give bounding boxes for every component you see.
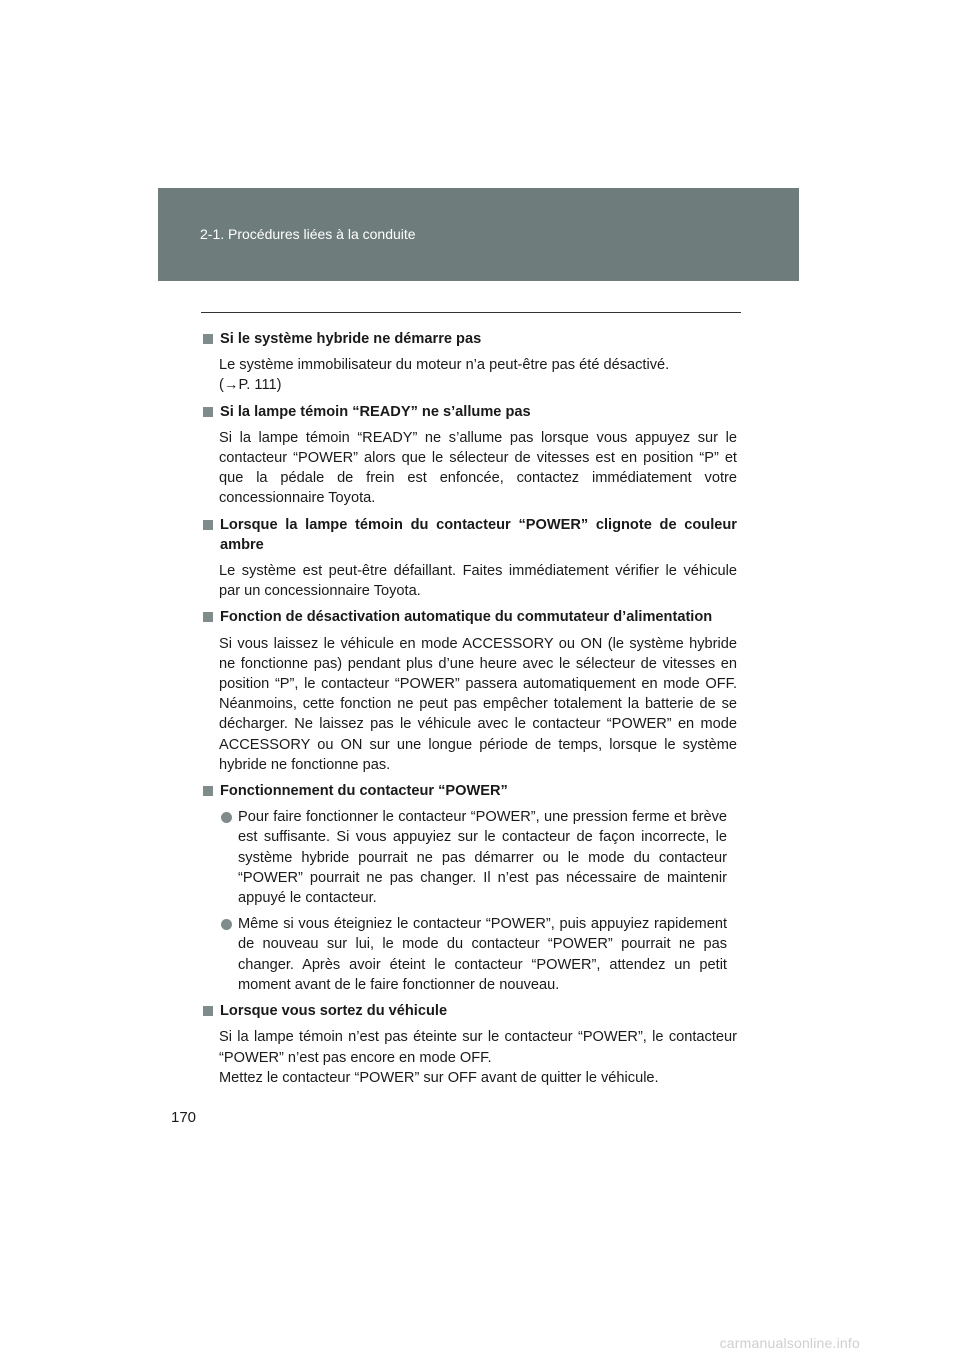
section-title: 2-1. Procédures liées à la conduite <box>200 226 416 242</box>
square-bullet-icon <box>203 786 213 796</box>
section-paragraph: Le système immobilisateur du moteur n’a peut-être pas été désactivé. (→P. 111) <box>219 357 670 394</box>
list-item: Pour faire fonctionner le contacteur “POWER”, une pression ferme et brève est suffisante. Si vous appuyiez sur le contacteur de façon incorrecte, le système hybride pourrait ne pas démarrer ou le mode du contacteur “POWER” pourrait ne pas changer. Il n’est pas nécessaire de maintenir appuyé le contacteur. <box>203 807 737 908</box>
circle-bullet-icon <box>221 919 232 930</box>
square-bullet-icon <box>203 407 213 417</box>
section-heading: Si la lampe témoin “READY” ne s’allume pas <box>203 402 737 422</box>
header-band <box>158 188 799 281</box>
list-item: Même si vous éteigniez le contacteur “POWER”, puis appuyiez rapidement de nouveau sur lui, le mode du contacteur “POWER” pourrait ne pas changer. Après avoir éteint le contacteur “POWER”, attendez un petit moment avant de le faire fonctionner de nouveau. <box>203 914 737 995</box>
section-paragraph: Si la lampe témoin “READY” ne s’allume pas lorsque vous appuyez sur le contacteur “POWER” alors que le sélecteur de vitesses est en position “P” et que la pédale de frein est enfoncée, contactez immédiatement votre concessionnaire Toyota. <box>219 429 737 507</box>
section-heading: Lorsque vous sortez du véhicule <box>203 1001 737 1021</box>
section-heading: Fonction de désactivation automatique du commutateur d’alimentation <box>203 607 737 627</box>
square-bullet-icon <box>203 334 213 344</box>
circle-bullet-icon <box>221 812 232 823</box>
watermark: carmanualsonline.info <box>719 1335 860 1351</box>
section-amber-lamp <box>203 515 737 602</box>
section-paragraph: Si la lampe témoin n’est pas éteinte sur le contacteur “POWER”, le contacteur “POWER” n’est pas encore en mode OFF. Mettez le contacteur “POWER” sur OFF avant de quitter le véhicule. <box>219 1029 737 1086</box>
section-power-operation <box>203 781 737 995</box>
square-bullet-icon <box>203 520 213 530</box>
section-paragraph: Le système est peut-être défaillant. Faites immédiatement vérifier le véhicule par un concessionnaire Toyota. <box>219 563 737 600</box>
page-number: 170 <box>171 1109 197 1126</box>
section-auto-off <box>203 607 737 775</box>
section-heading: Lorsque la lampe témoin du contacteur “POWER” clignote de couleur ambre <box>203 515 737 555</box>
section-heading: Fonctionnement du contacteur “POWER” <box>203 781 737 801</box>
section-heading: Si le système hybride ne démarre pas <box>203 329 737 349</box>
square-bullet-icon <box>203 1006 213 1016</box>
section-leaving-vehicle <box>203 1001 737 1088</box>
content-body <box>203 329 737 1094</box>
section-hybrid-start <box>203 329 737 396</box>
divider <box>201 312 741 313</box>
square-bullet-icon <box>203 612 213 622</box>
section-paragraph: Si vous laissez le véhicule en mode ACCESSORY ou ON (le système hybride ne fonctionne pas) pendant plus d’une heure avec le sélecteur de vitesses en position “P”, le contacteur “POWER” passera automatiquement en mode OFF. Néanmoins, cette fonction ne peut pas empêcher totalement la batterie de se décharger. Ne laissez pas le véhicule avec le contacteur “POWER” en mode ACCESSORY ou ON sur une longue période de temps, lorsque le système hybride ne fonctionne pas. <box>219 635 737 773</box>
section-ready-lamp <box>203 402 737 509</box>
